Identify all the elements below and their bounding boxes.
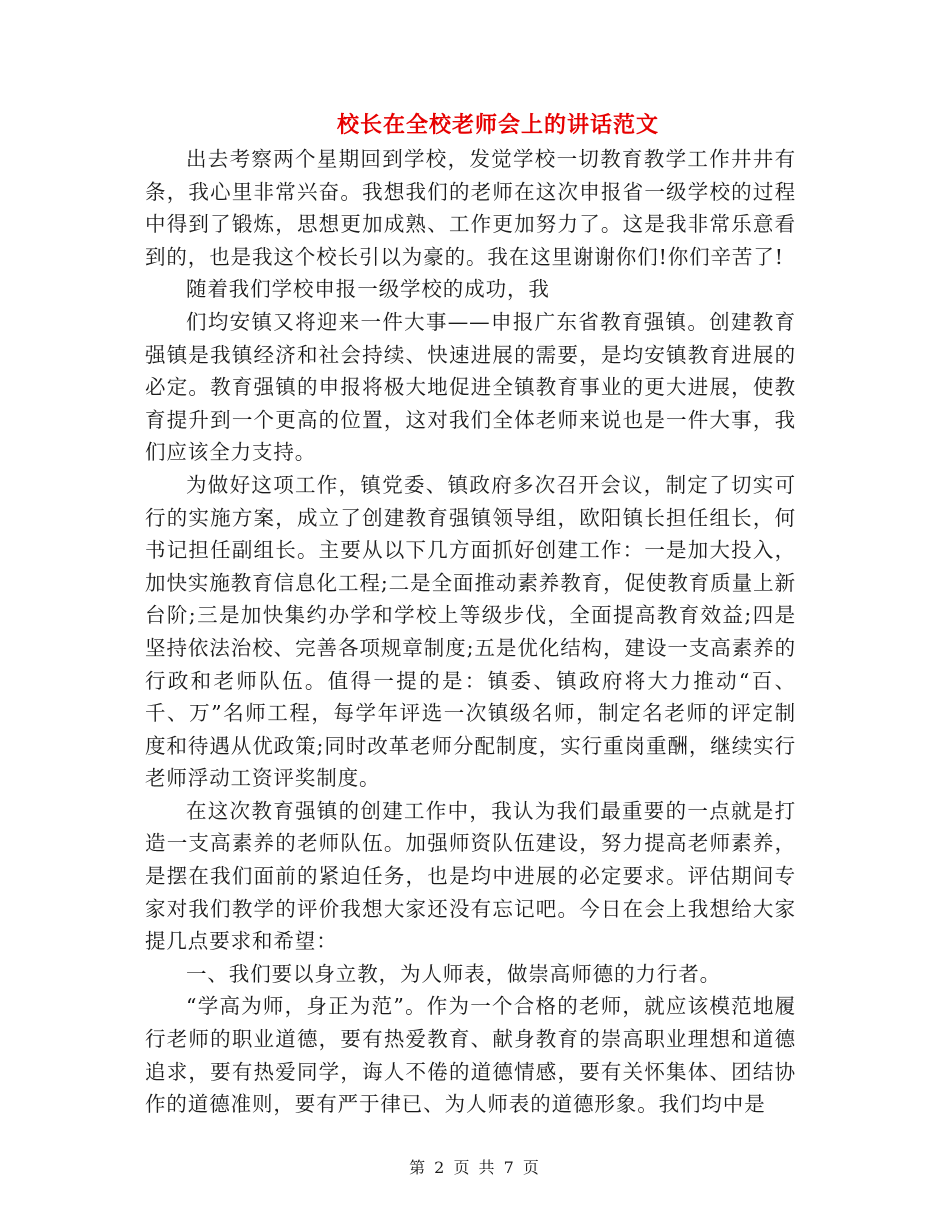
paragraph: 出去考察两个星期回到学校，发觉学校一切教育教学工作井井有条，我心里非常兴奋。我想我们的老师在这次申报省一级学校的过程中得到了锻炼，思想更加成熟、工作更加努力了。这是我非常乐意看到的，也是我这个校长引以为豪的。我在这里谢谢你们!你们辛苦了! — [145, 147, 796, 269]
paragraph: 们均安镇又将迎来一件大事——申报广东省教育强镇。创建教育强镇是我镇经济和社会持续、快速进展的需要，是均安镇教育进展的必定。教育强镇的申报将极大地促进全镇教育事业的更大进展，使教育提升到一个更高的位置，这对我们全体老师来说也是一件大事，我们应该全力支持。 — [145, 309, 796, 465]
paragraph: “学高为师，身正为范”。作为一个合格的老师，就应该模范地履行老师的职业道德，要有热爱教育、献身教育的崇高职业理想和道德追求，要有热爱同学，诲人不倦的道德情感，要有关怀集体、团结协作的道德准则，要有严于律已、为人师表的道德形象。我们均中是 — [145, 994, 796, 1117]
paragraph: 为做好这项工作，镇党委、镇政府多次召开会议，制定了切实可行的实施方案，成立了创建教育强镇领导组，欧阳镇长担任组长，何书记担任副组长。主要从以下几方面抓好创建工作：一是加大投入，加快实施教育信息化工程;二是全面推动素养教育，促使教育质量上新台阶;三是加快集约办学和学校上等级步伐，全面提高教育效益;四是坚持依法治校、完善各项规章制度;五是优化结构，建设一支高素养的行政和老师队伍。值得一提的是：镇委、镇政府将大力推动“百、千、万”名师工程，每学年评选一次镇级名师，制定名老师的评定制度和待遇从优政策;同时改革老师分配制度，实行重岗重酬，继续实行老师浮动工资评奖制度。 — [145, 472, 796, 791]
document-title: 校长在全校老师会上的讲话范文 — [336, 112, 659, 138]
page-number-footer: 第 2 页 共 7 页 — [409, 1158, 541, 1177]
paragraph: 一、我们要以身立教，为人师表，做崇高师德的力行者。 — [186, 961, 721, 986]
document-body — [145, 143, 796, 1121]
paragraph: 在这次教育强镇的创建工作中，我认为我们最重要的一点就是打造一支高素养的老师队伍。加强师资队伍建设，努力提高老师素养，是摆在我们面前的紧迫任务，也是均中进展的必定要求。评估期间专家对我们教学的评价我想大家还没有忘记吧。今日在会上我想给大家提几点要求和希望： — [145, 798, 796, 954]
paragraph: 随着我们学校申报一级学校的成功，我 — [186, 277, 550, 302]
